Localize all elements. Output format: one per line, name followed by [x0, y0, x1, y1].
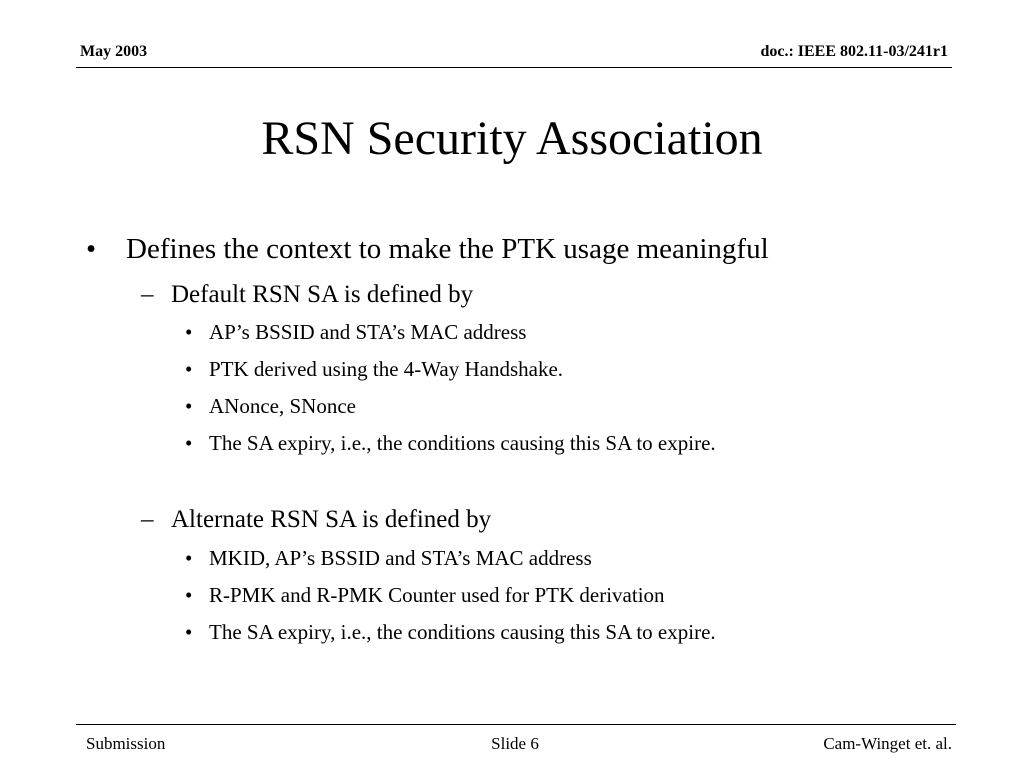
bullet-marker: • — [185, 431, 193, 455]
bullet-marker: • — [185, 320, 193, 344]
sub-bullet-text: Alternate RSN SA is defined by — [171, 506, 492, 533]
bullet-marker: • — [185, 357, 193, 381]
bullet-marker: • — [185, 546, 193, 570]
list-item-text: MKID, AP’s BSSID and STA’s MAC address — [209, 546, 592, 570]
dash-marker: – — [141, 281, 154, 308]
footer-authors: Cam-Winget et. al. — [823, 734, 952, 753]
header-doc-id: doc.: IEEE 802.11-03/241r1 — [760, 43, 948, 60]
sub-bullet-text: Default RSN SA is defined by — [171, 281, 474, 308]
bullet-text: Defines the context to make the PTK usage meaningful — [126, 233, 769, 265]
list-item-text: AP’s BSSID and STA’s MAC address — [209, 320, 527, 344]
footer-divider — [76, 724, 956, 725]
list-item-text: ANonce, SNonce — [209, 394, 356, 418]
list-item-text: The SA expiry, i.e., the conditions causing this SA to expire. — [209, 431, 716, 455]
bullet-marker: • — [185, 583, 193, 607]
list-item-text: PTK derived using the 4-Way Handshake. — [209, 357, 564, 381]
bullet-marker: • — [86, 233, 97, 265]
list-item-text: The SA expiry, i.e., the conditions causing this SA to expire. — [209, 620, 716, 644]
footer-slide-number: Slide 6 — [491, 734, 539, 753]
header-date: May 2003 — [80, 43, 148, 60]
footer-submission: Submission — [86, 734, 166, 753]
slide-title: RSN Security Association — [261, 112, 763, 165]
bullet-marker: • — [185, 394, 193, 418]
bullet-marker: • — [185, 620, 193, 644]
list-item-text: R-PMK and R-PMK Counter used for PTK derivation — [209, 583, 665, 607]
dash-marker: – — [141, 506, 154, 533]
